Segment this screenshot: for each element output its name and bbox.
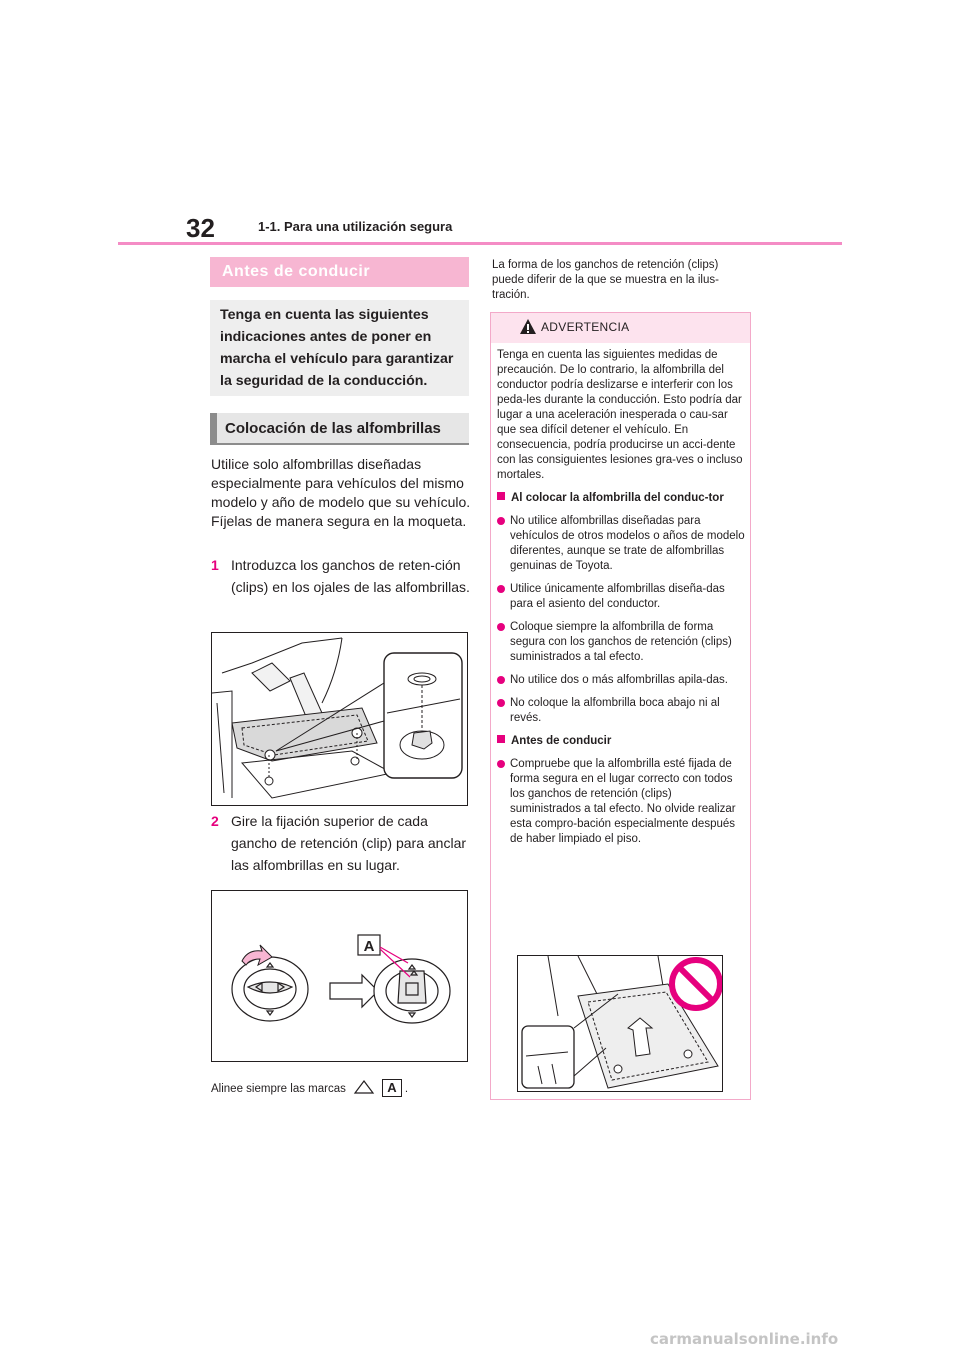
watermark: carmanualsonline.info: [650, 1330, 839, 1348]
section-heading: Antes de conducir: [210, 257, 469, 287]
note-paragraph: La forma de los ganchos de retención (clips) puede diferir de la que se muestra en la ilus-tración.: [492, 259, 719, 301]
warning-subtitle: Antes de conducir: [497, 734, 745, 749]
step-number: 1: [211, 557, 219, 573]
page-number: 32: [186, 213, 215, 243]
figure-clip-rotation: [211, 890, 468, 1062]
warning-icon: [519, 318, 537, 335]
caption-suffix: .: [404, 1083, 409, 1095]
clip-rotation-illustration: [212, 891, 467, 1061]
warning-bullet: Compruebe que la alfombrilla esté fijada de forma segura en el lugar correcto con todos los ganchos de retención (clips) suministrados a tal efecto. No olvide realizar esta compro-bación especialmente después de haber limpiado el piso.: [497, 757, 745, 847]
warning-bullet: No coloque la alfombrilla boca abajo ni al revés.: [497, 696, 745, 726]
figure-floor-mat: [211, 632, 468, 806]
caption-marker-label: A: [382, 1079, 401, 1097]
intro-box: Tenga en cuenta las siguientes indicaciones antes de poner en marcha el vehículo para garantizar la seguridad de la conducción.: [210, 300, 469, 396]
step-text: Gire la fijación superior de cada gancho de retención (clip) para anclar las alfombrillas en su lugar.: [231, 813, 467, 873]
square-bullet-icon: [497, 492, 505, 500]
warning-bullet: Utilice únicamente alfombrillas diseña-das para el asiento del conductor.: [497, 582, 745, 612]
warning-body: [497, 348, 745, 855]
figure-prohibited-mat: [517, 955, 723, 1092]
header-rule: [118, 242, 842, 245]
marker-label: A: [363, 938, 375, 955]
step-text: Introduzca los ganchos de reten-ción (clips) en los ojales de las alfombrillas.: [231, 557, 470, 595]
prohibited-mat-illustration: [518, 956, 722, 1091]
square-bullet-icon: [497, 735, 505, 743]
warning-bullet: No utilice dos o más alfombrillas apila-das.: [497, 673, 745, 688]
warning-subtitle: Al colocar la alfombrilla del conduc-tor: [497, 491, 745, 506]
step-number: 2: [211, 813, 219, 829]
figure-caption: [211, 1079, 408, 1097]
warning-bullet: No utilice alfombrillas diseñadas para vehículos de otros modelos o años de modelo diferentes, aunque se trate de alfombrillas genuinas de Toyota.: [497, 514, 745, 574]
warning-bullet: Coloque siempre la alfombrilla de forma segura con los ganchos de retención (clips) suministrados a tal efecto.: [497, 620, 745, 665]
floor-mat-illustration: [212, 633, 467, 805]
warning-title: ADVERTENCIA: [541, 320, 630, 334]
section-title: 1-1. Para una utilización segura: [258, 219, 453, 234]
triangle-mark-icon: [353, 1079, 375, 1095]
body-paragraph: Utilice solo alfombrillas diseñadas especialmente para vehículos del mismo modelo y año de modelo que su vehículo. Fíjelas de manera segura en la moqueta.: [211, 456, 471, 529]
caption-text: Alinee siempre las marcas: [211, 1083, 346, 1095]
warning-intro: Tenga en cuenta las siguientes medidas de precaución. De lo contrario, la alfombrilla del conductor podría deslizarse e interferir con los peda-les durante la conducción. Esto podría dar lugar a una aceleración inesperada o cau-sar que sea difícil detener el vehículo. En consecuencia, podría producirse un acci-dente con las consiguientes lesiones gra-ves o incluso mortales.: [497, 349, 743, 481]
subheading: Colocación de las alfombrillas: [210, 413, 469, 445]
warning-header: [491, 313, 750, 343]
